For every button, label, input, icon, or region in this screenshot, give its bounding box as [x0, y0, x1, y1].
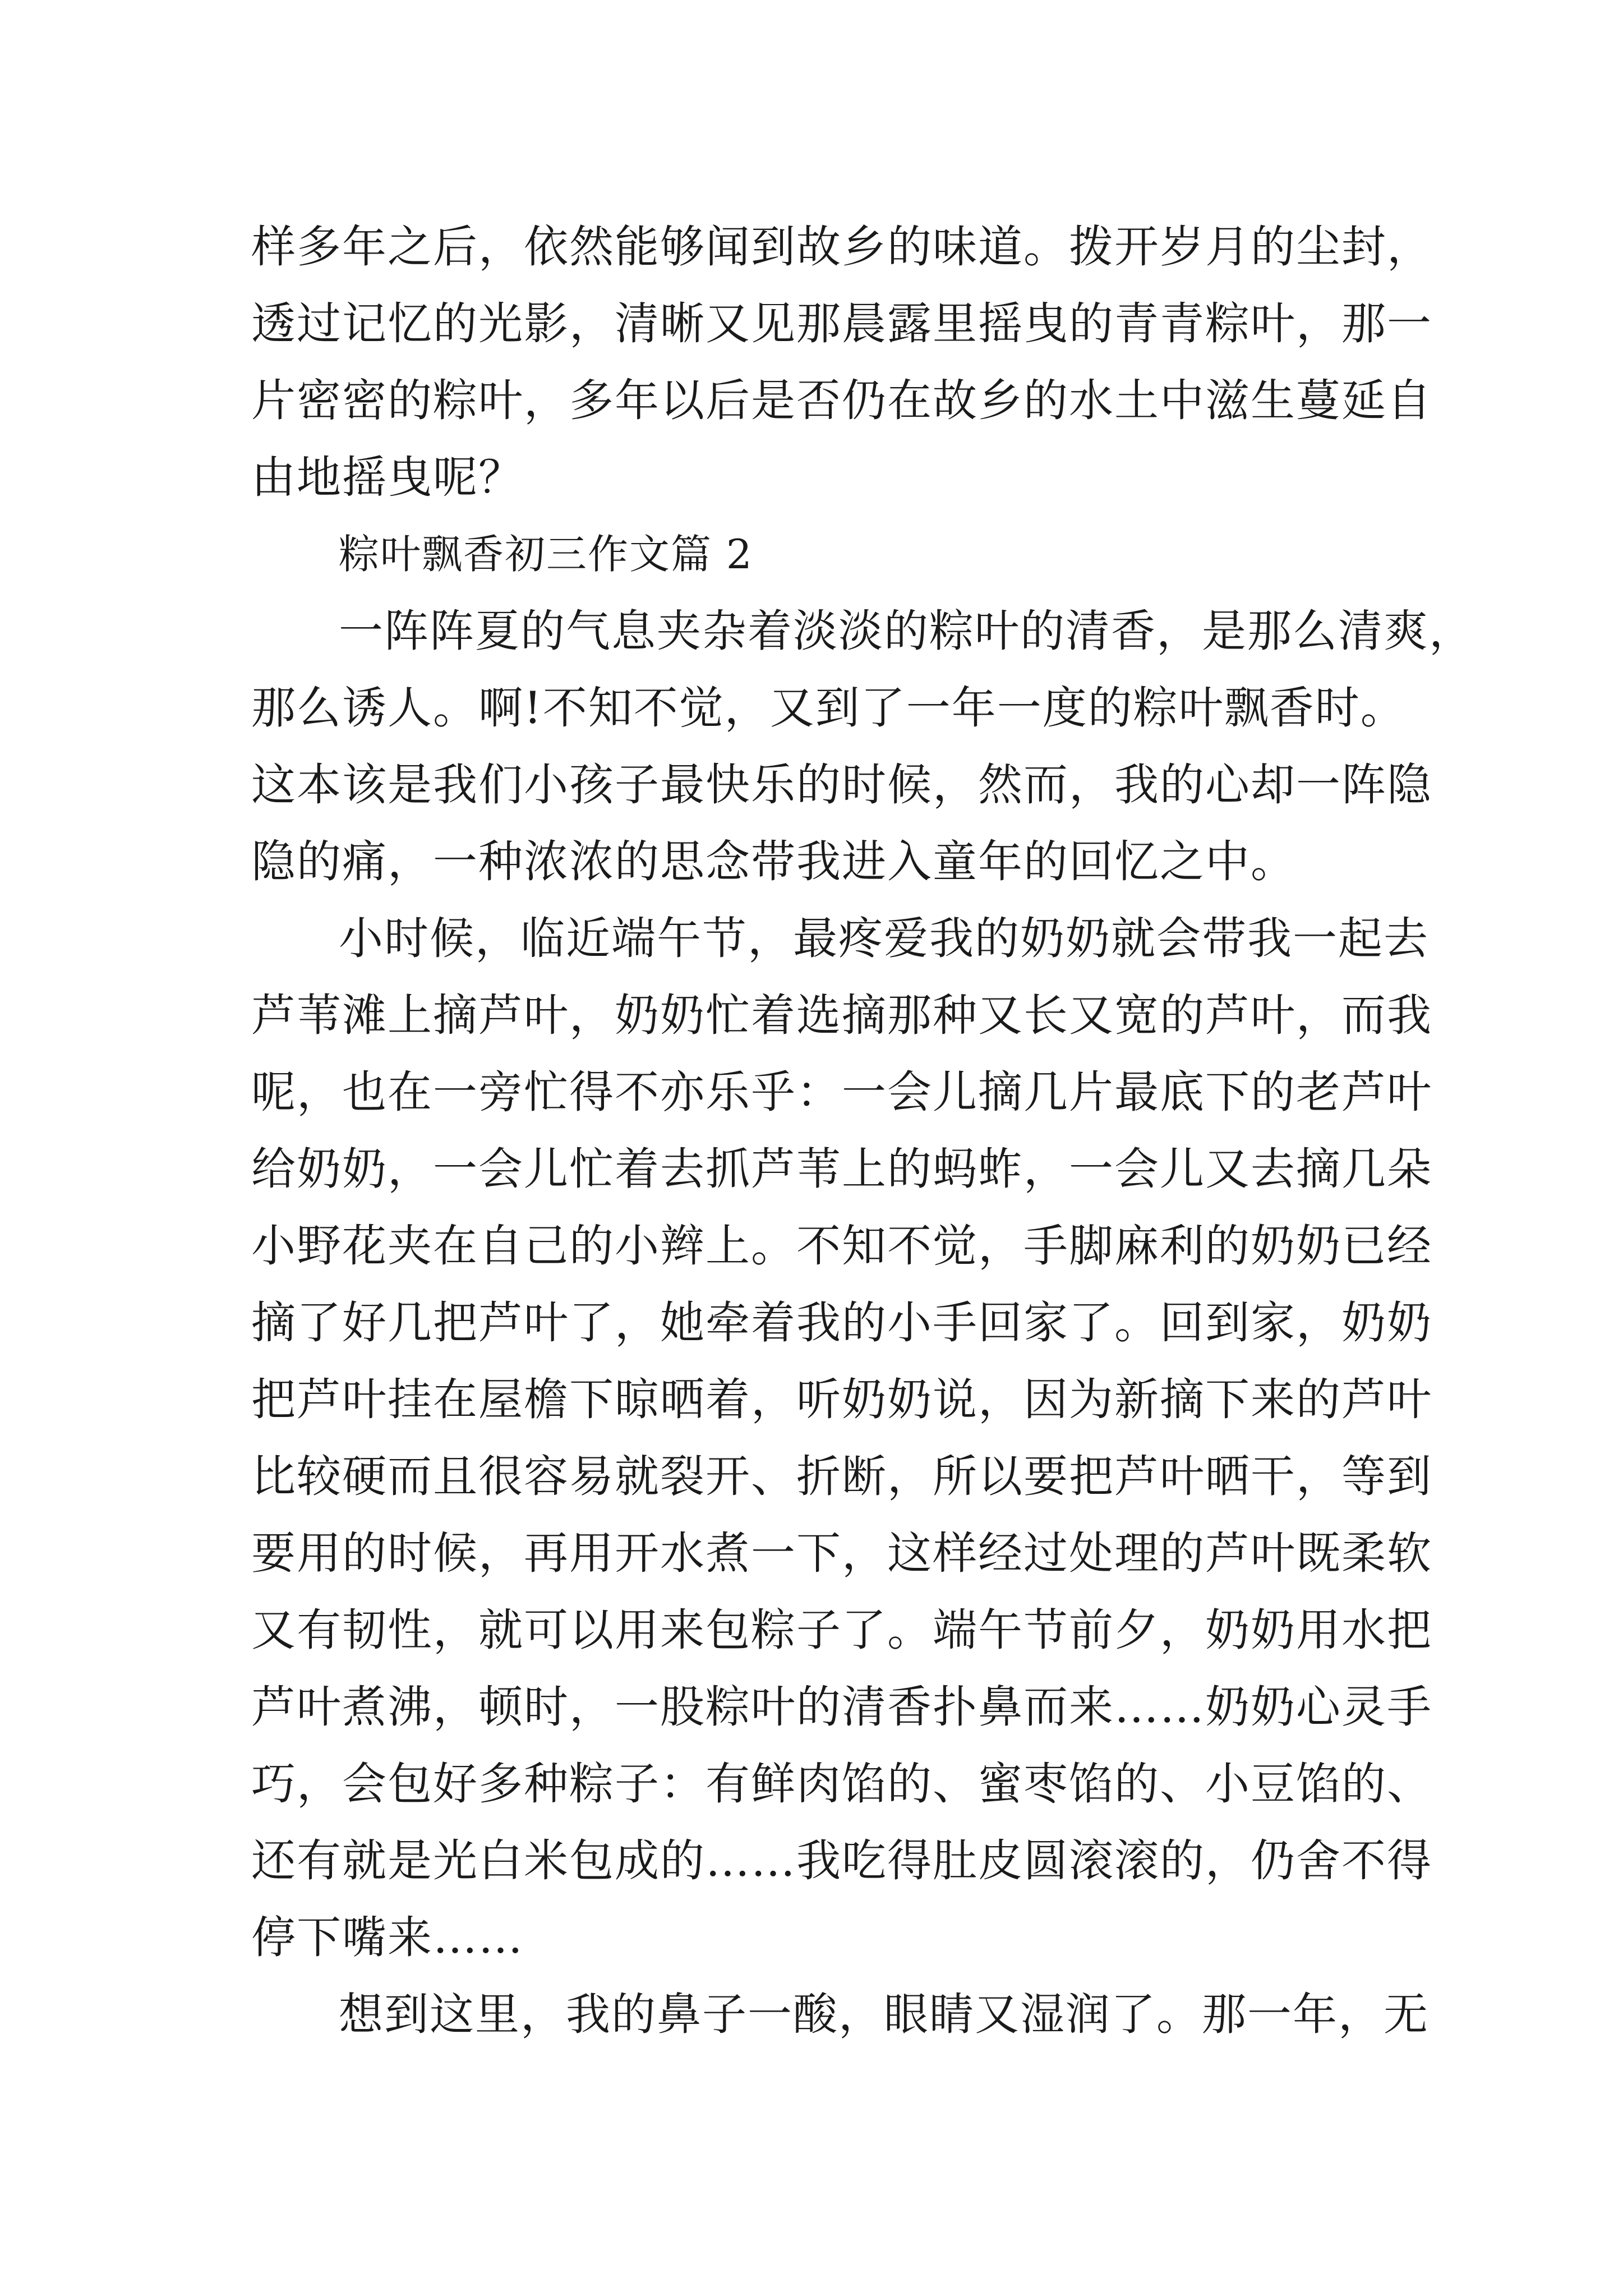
text-line: 比较硬而且很容易就裂开、折断，所以要把芦叶晒干，等到: [251, 1451, 1432, 1502]
text-line: 一阵阵夏的气息夹杂着淡淡的粽叶的清香，是那么清爽，: [339, 605, 1474, 657]
article-body: [251, 209, 1474, 2053]
text-line: 片密密的粽叶，多年以后是否仍在故乡的水土中滋生蔓延自: [251, 375, 1432, 426]
text-line: 给奶奶，一会儿忙着去抓芦苇上的蚂蚱，一会儿又去摘几朵: [251, 1143, 1432, 1195]
text-line: 小时候，临近端午节，最疼爱我的奶奶就会带我一起去: [339, 913, 1429, 964]
text-line: 小野花夹在自己的小辫上。不知不觉，手脚麻利的奶奶已经: [251, 1220, 1432, 1272]
text-line: 把芦叶挂在屋檐下晾晒着，听奶奶说，因为新摘下来的芦叶: [251, 1374, 1432, 1425]
text-line: 又有韧性，就可以用来包粽子了。端午节前夕，奶奶用水把: [251, 1604, 1432, 1656]
text-line: 隐的痛，一种浓浓的思念带我进入童年的回忆之中。: [251, 836, 1296, 887]
text-line: 想到这里，我的鼻子一酸，眼睛又湿润了。那一年，无: [339, 1989, 1429, 2040]
text-line: 呢，也在一旁忙得不亦乐乎：一会儿摘几片最底下的老芦叶: [251, 1066, 1432, 1118]
text-line: 这本该是我们小孩子最快乐的时候，然而，我的心却一阵隐: [251, 759, 1432, 811]
text-line: 巧，会包好多种粽子：有鲜肉馅的、蜜枣馅的、小豆馅的、: [251, 1758, 1432, 1810]
text-line: 透过记忆的光影，清晰又见那晨露里摇曳的青青粽叶，那一: [251, 298, 1432, 349]
text-line: 要用的时候，再用开水煮一下，这样经过处理的芦叶既柔软: [251, 1527, 1432, 1579]
text-line: 芦叶煮沸，顿时，一股粽叶的清香扑鼻而来……奶奶心灵手: [251, 1681, 1432, 1733]
text-line: 芦苇滩上摘芦叶，奶奶忙着选摘那种又长又宽的芦叶，而我: [251, 990, 1432, 1041]
text-line: 由地摇曳呢？: [251, 452, 524, 503]
text-line: 还有就是光白米包成的……我吃得肚皮圆滚滚的，仍舍不得: [251, 1835, 1432, 1887]
text-line: 摘了好几把芦叶了，她牵着我的小手回家了。回到家，奶奶: [251, 1297, 1432, 1349]
text-line: 停下嘴来……: [251, 1912, 524, 1963]
text-line: 那么诱人。啊!不知不觉，又到了一年一度的粽叶飘香时。: [251, 682, 1406, 734]
section-heading: 粽叶飘香初三作文篇 2: [339, 531, 753, 578]
text-line: 样多年之后，依然能够闻到故乡的味道。拨开岁月的尘封，: [251, 221, 1432, 273]
